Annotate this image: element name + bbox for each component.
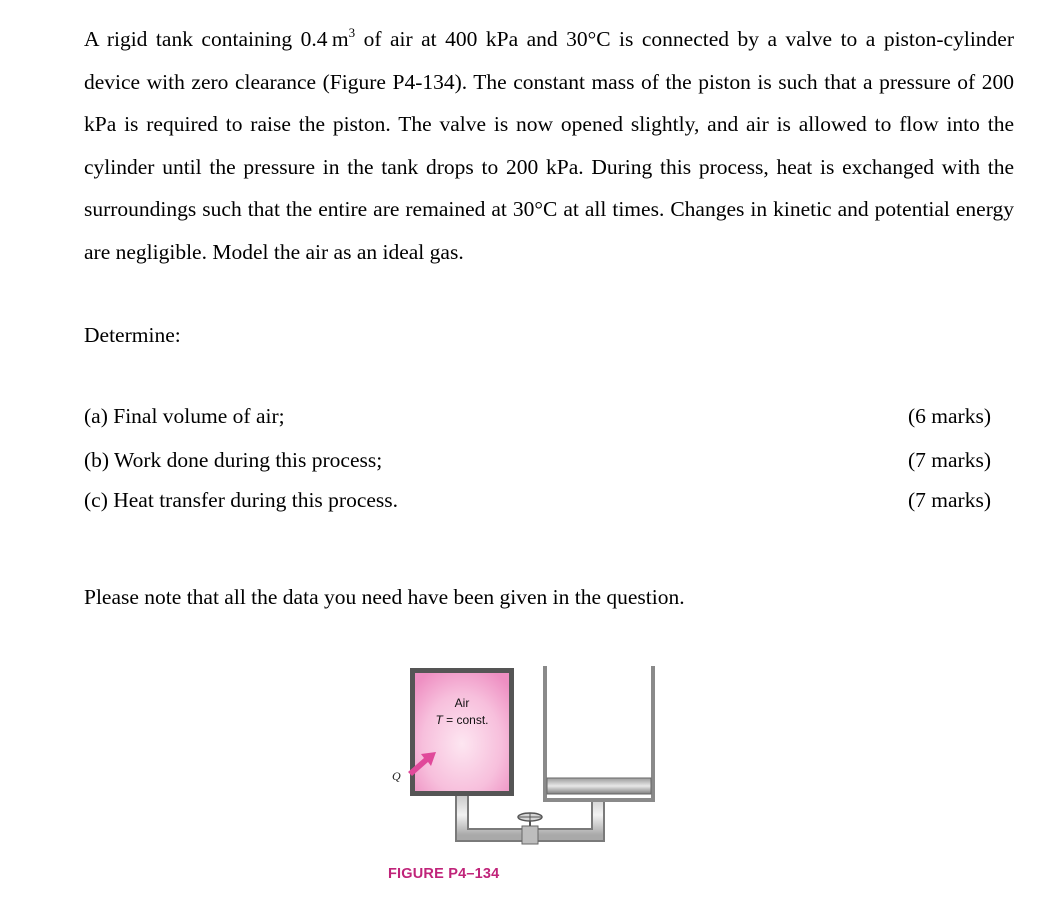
tank-temp-symbol: T xyxy=(435,713,443,727)
heat-q-label: Q xyxy=(392,769,401,783)
determine-heading: Determine: xyxy=(84,323,181,347)
problem-text-start: A rigid tank containing 0.4 m xyxy=(84,27,349,51)
tank-air-label: Air xyxy=(454,696,470,710)
piston xyxy=(547,778,651,794)
piston-cylinder xyxy=(543,666,655,802)
valve-icon xyxy=(518,813,542,844)
tank-temp-rest: = const. xyxy=(442,713,489,727)
problem-statement xyxy=(84,18,1014,273)
cubic-superscript: 3 xyxy=(348,24,356,40)
part-a-label: (a) Final volume of air; xyxy=(84,404,285,428)
figure-p4-134 xyxy=(380,660,670,850)
part-b-marks: (7 marks) xyxy=(908,448,991,472)
figure-caption: FIGURE P4–134 xyxy=(388,866,500,882)
part-c-marks: (7 marks) xyxy=(908,488,991,512)
part-c-label: (c) Heat transfer during this process. xyxy=(84,488,399,512)
data-note: Please note that all the data you need have been given in the question. xyxy=(84,585,685,609)
problem-text-rest: of air at 400 kPa and 30°C is connected by a valve to a piston-cylinder device with zero clearance (Figure P4-134). The constant mass of the piston is such that a pressure of 200 kPa is required to raise the piston. The valve is now opened slightly, and air is allowed to flow into the cylinder until the pressure in the tank drops to 200 kPa. During this process, heat is exchanged with the surroundings such that the entire are remained at 30°C at all times. Changes in kinetic and potential energy are negligible. Model the air as an ideal gas. xyxy=(84,27,1014,264)
part-a-marks: (6 marks) xyxy=(908,404,991,428)
tank-temp-label xyxy=(435,713,488,727)
part-b-label: (b) Work done during this process; xyxy=(84,448,383,472)
